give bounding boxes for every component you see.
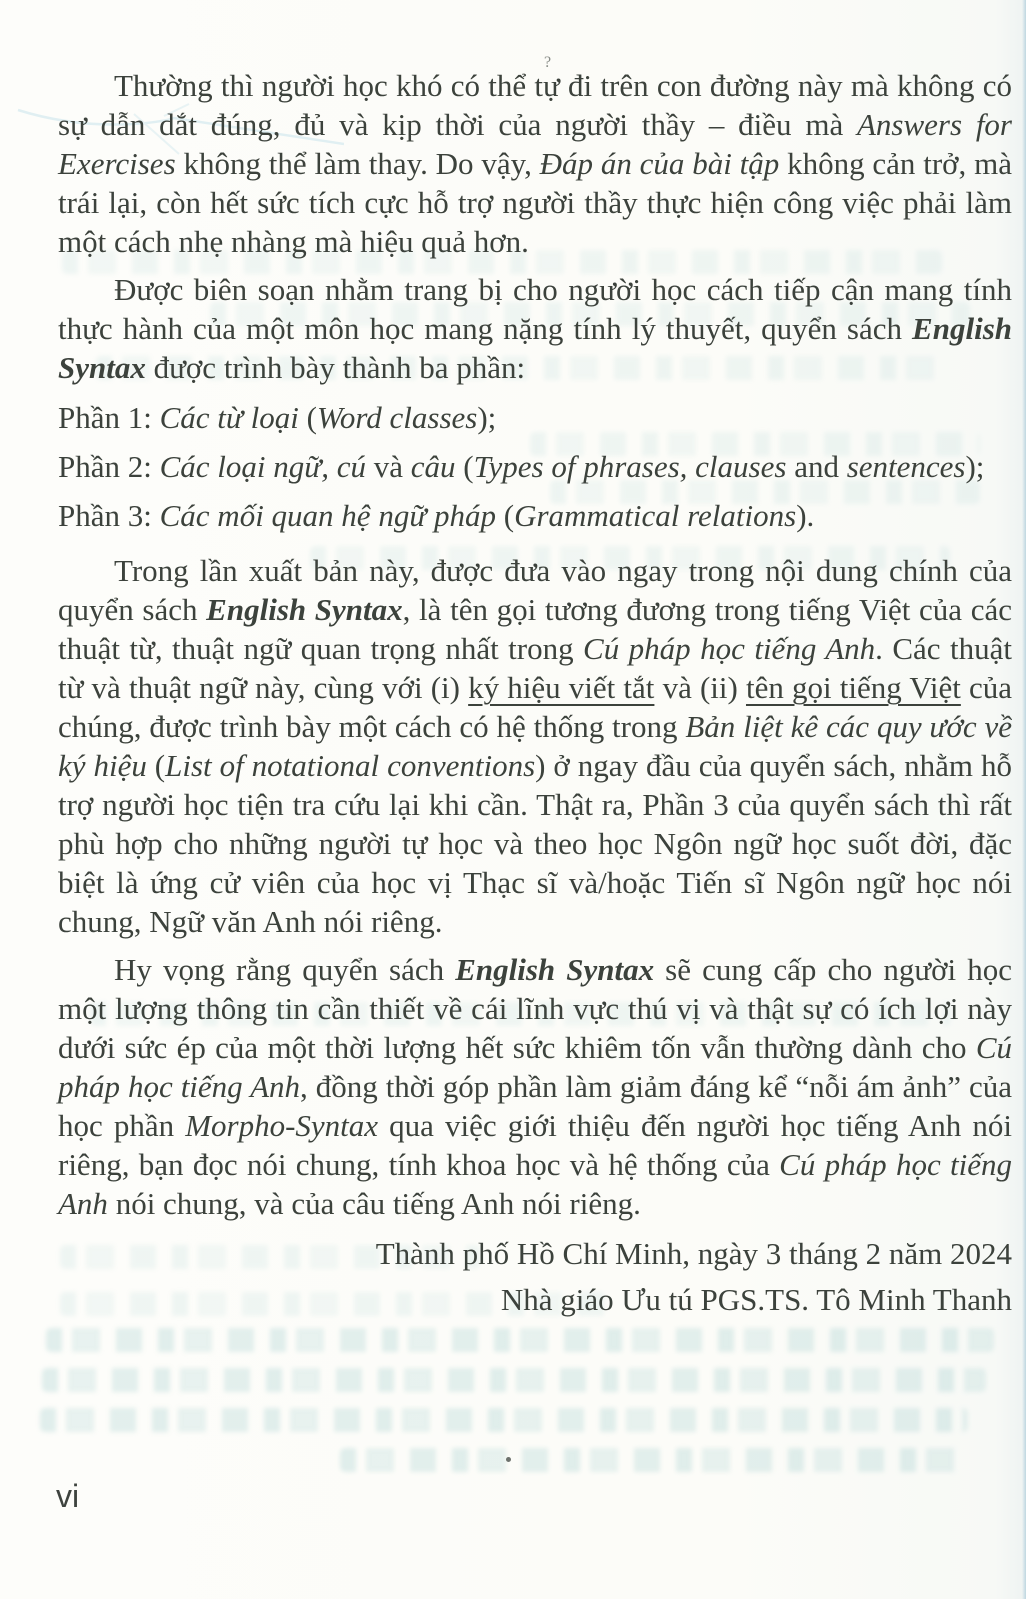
text-segment: Phần 3: <box>58 498 160 533</box>
text-segment: Thành phố Hồ Chí Minh, ngày 3 tháng 2 năm 2024 <box>375 1236 1012 1271</box>
text-segment: Cú pháp học tiếng Anh <box>583 631 876 666</box>
text-segment: ( <box>455 449 474 484</box>
text-segment: ký hiệu viết tắt <box>468 670 655 705</box>
paragraph-edition-terms <box>58 551 1012 941</box>
text-segment: ). <box>796 498 815 533</box>
text-segment: Đáp án của bài tập <box>539 146 780 181</box>
list-item-part-2 <box>58 444 1012 490</box>
text-segment: English Syntax <box>58 311 1012 385</box>
text-segment: , đồng thời góp phần làm giảm đáng kể “nỗi ám ảnh” của học phần <box>58 1069 1012 1143</box>
text-segment: Types of phrases, clauses <box>473 449 787 484</box>
text-segment: Answers for Exercises <box>58 107 1012 181</box>
text-segment: ); <box>477 400 497 435</box>
text-segment: Cú pháp học tiếng Anh <box>58 1147 1012 1221</box>
text-segment: và (ii) <box>654 670 746 705</box>
ink-speck-artifact: ? <box>544 54 552 71</box>
text-segment: Word classes <box>316 400 478 435</box>
text-segment: Được biên soạn nhằm trang bị cho người học cách tiếp cận mang tính thực hành của một môn học mang nặng tính lý thuyết, quyển sách <box>58 272 1012 346</box>
text-segment: Trong lần xuất bản này, được đưa vào ngay trong nội dung chính của quyển sách <box>58 553 1012 627</box>
text-segment: qua việc giới thiệu đến người học tiếng Anh nói riêng, bạn đọc nói chung, tính khoa học và hệ thống của <box>58 1108 1012 1182</box>
text-segment: của chúng, được trình bày một cách có hệ thống trong <box>58 670 1013 744</box>
paragraph-book-structure <box>58 270 1012 387</box>
text-segment: tên gọi tiếng Việt <box>745 670 961 705</box>
text-segment: sentences <box>846 449 966 484</box>
text-segment: Bản liệt kê các quy ước về ký hiệu <box>58 709 1013 783</box>
text-segment: nói chung, và của câu tiếng Anh nói riêng. <box>107 1186 641 1221</box>
text-segment: , là tên gọi tương đương trong tiếng Việt của các thuật từ, thuật ngữ quan trọng nhất trong <box>58 592 1013 666</box>
paragraph-intro-teacher <box>58 66 1012 261</box>
ink-speck-artifact <box>506 1457 511 1462</box>
text-segment: List of notational conventions <box>165 748 536 783</box>
bleedthrough-artifact <box>42 1368 986 1392</box>
text-segment: English Syntax <box>206 592 403 627</box>
list-item-part-3 <box>58 493 1012 539</box>
scan-edge-artifact <box>1022 0 1026 1599</box>
text-segment: Phần 2: <box>58 449 160 484</box>
text-segment: Thường thì người học khó có thể tự đi trên con đường này mà không có sự dẫn dắt đúng, đủ và kịp thời của người thầy – điều mà <box>58 68 1012 142</box>
text-segment: Cú pháp học tiếng Anh <box>58 1030 1012 1104</box>
text-segment: Các mối quan hệ ngữ pháp <box>159 498 496 533</box>
signature-paragraph <box>58 1277 1012 1323</box>
text-segment: câu <box>410 449 456 484</box>
text-segment: Hy vọng rằng quyển sách <box>114 952 456 987</box>
text-segment: English Syntax <box>455 952 655 987</box>
text-segment: ( <box>495 498 515 533</box>
paragraph-hope <box>58 950 1012 1223</box>
bleedthrough-artifact <box>40 1408 968 1432</box>
text-segment: ( <box>146 748 166 783</box>
dateline-paragraph <box>58 1231 1012 1277</box>
text-segment: ); <box>965 449 985 484</box>
page-number: vi <box>56 1478 80 1514</box>
text-segment: ) ở ngay đầu của quyển sách, nhằm hỗ trợ người học tiện tra cứu lại khi cần. Thật ra, Phần 3 của quyển sách thì rất phù hợp cho những người tự học và theo học Ngôn ngữ học suốt đời, đặc biệt là ứng cử viên của học vị Thạc sĩ và/hoặc Tiến sĩ Ngôn ngữ học nói chung, Ngữ văn Anh nói riêng. <box>58 748 1012 939</box>
text-segment: Phần 1: <box>58 400 160 435</box>
text-segment: không cản trở, mà trái lại, còn hết sức tích cực hỗ trợ người thầy thực hiện công việc phải làm một cách nhẹ nhàng mà hiệu quả hơn. <box>58 146 1012 259</box>
text-segment: . Các thuật từ và thuật ngữ này, cùng với (i) <box>58 631 1012 705</box>
text-segment: và <box>365 449 411 484</box>
text-segment: không thể làm thay. Do vậy, <box>175 146 540 181</box>
text-segment: Grammatical relations <box>514 498 797 533</box>
bleedthrough-artifact <box>46 1328 994 1352</box>
bleedthrough-artifact <box>340 1448 968 1472</box>
text-segment: and <box>786 449 847 484</box>
text-segment: được trình bày thành ba phần: <box>145 350 526 385</box>
list-item-part-1 <box>58 395 1012 441</box>
text-segment: Các loại ngữ, cú <box>159 449 366 484</box>
text-flow <box>58 66 1012 1323</box>
text-segment: Morpho-Syntax <box>185 1108 379 1143</box>
text-segment: Các từ loại <box>159 400 299 435</box>
text-segment: ( <box>298 400 317 435</box>
text-segment: Nhà giáo Ưu tú PGS.TS. Tô Minh Thanh <box>500 1282 1012 1317</box>
text-segment: sẽ cung cấp cho người học một lượng thông tin cần thiết về cái lĩnh vực thú vị và thật sự có ích lợi này dưới sức ép của một thời lượng hết sức khiêm tốn vẫn thường dành cho <box>58 952 1012 1065</box>
